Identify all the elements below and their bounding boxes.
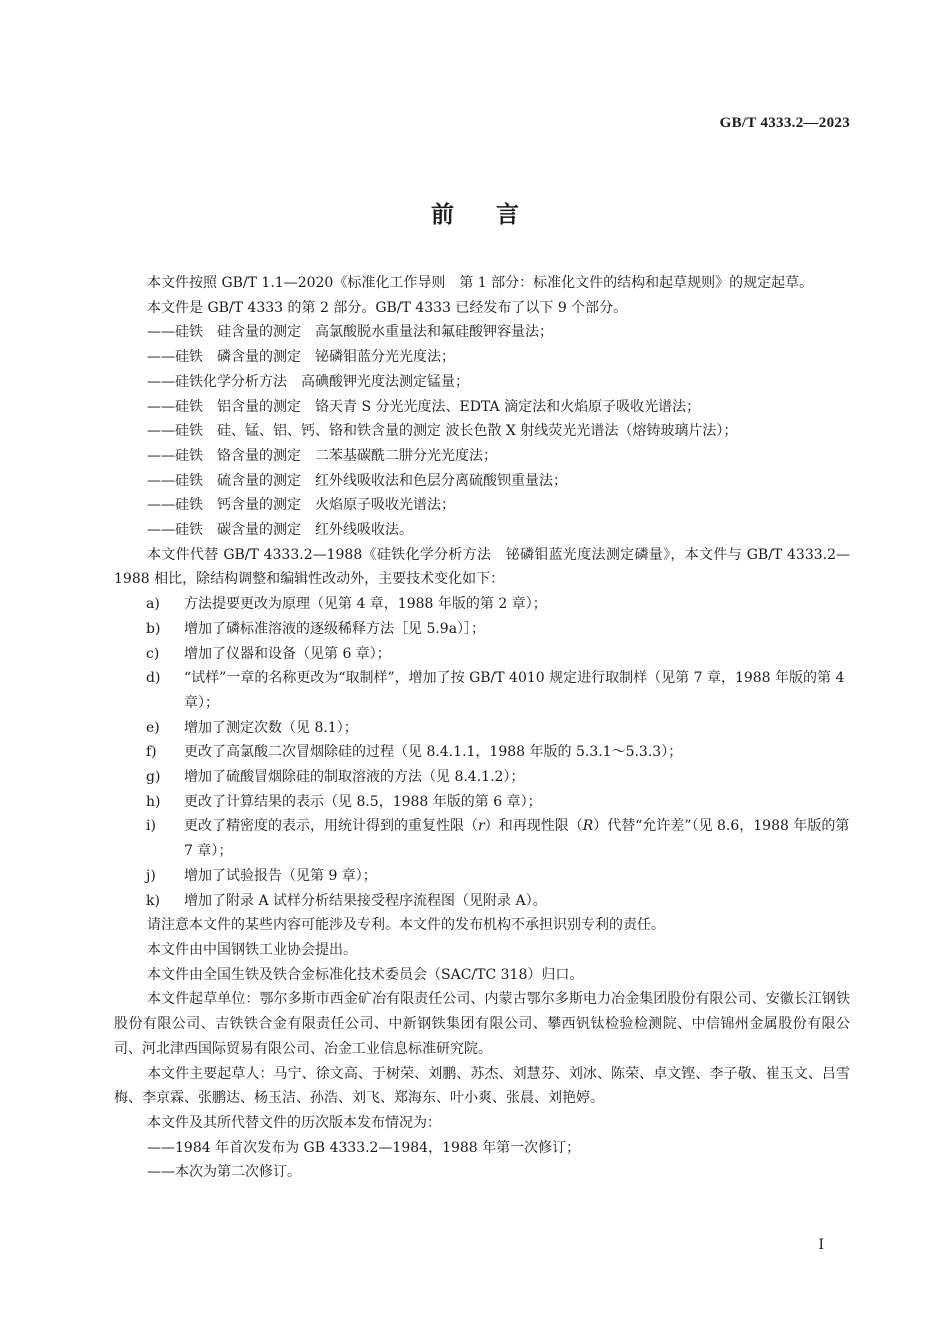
foreword-body	[114, 271, 850, 1185]
history-item: ——1984 年首次发布为 GB 4333.2—1984，1988 年第一次修订；	[147, 1139, 581, 1156]
paragraph-history-intro: 本文件及其所代替文件的历次版本发布情况为：	[147, 1114, 441, 1131]
change-text: 增加了磷标准溶液的逐级稀释方法［见 5.9a）］；	[184, 620, 486, 637]
change-item	[114, 617, 850, 642]
change-label: a)	[146, 596, 160, 613]
paragraph-patent-notice: 请注意本文件的某些内容可能涉及专利。本文件的发布机构不承担识别专利的责任。	[147, 917, 665, 934]
document-code: GB/T 4333.2—2023	[719, 115, 850, 131]
paragraph-proposer: 本文件由中国钢铁工业协会提出。	[147, 941, 357, 958]
part-list-item: ——硅铁化学分析方法 高碘酸钾光度法测定锰量；	[147, 373, 469, 390]
reproducibility-symbol: R	[582, 818, 594, 835]
change-text: 增加了硫酸冒烟除硅的制取溶液的方法（见 8.4.1.2）；	[184, 769, 525, 786]
change-label: e)	[146, 719, 160, 736]
paragraph-drafters: 本文件主要起草人：马宁、徐文高、于树荣、刘鹏、苏杰、刘慧芬、刘冰、陈荣、卓文铿、李子敬、崔玉文、吕雪梅、李京霖、张鹏达、杨玉洁、孙浩、刘飞、郑海东、叶小爽、张晨、刘艳婷。	[114, 1065, 850, 1107]
change-item	[114, 864, 850, 889]
change-text: 更改了高氯酸二次冒烟除硅的过程（见 8.4.1.1，1988 年版的 5.3.1～5.3.3）；	[184, 744, 683, 761]
change-text: 增加了附录 A 试样分析结果接受程序流程图（见附录 A）。	[184, 892, 547, 909]
change-text: ）代替“允许差”（见 8.6，1988 年版的第 7 章）；	[184, 818, 850, 860]
change-label: b)	[146, 620, 161, 637]
change-label: i)	[146, 818, 156, 835]
history-item: ——本次为第二次修订。	[147, 1164, 301, 1181]
repeatability-symbol: r	[478, 818, 485, 835]
change-item	[114, 592, 850, 617]
change-text: 增加了仪器和设备（见第 6 章）；	[184, 645, 391, 662]
change-item	[114, 765, 850, 790]
change-item	[114, 716, 850, 741]
part-list-item: ——硅铁 铬含量的测定 二苯基碳酰二肼分光光度法；	[147, 447, 497, 464]
change-item	[114, 740, 850, 765]
change-text: “试样”一章的名称更改为“取制样”，增加了按 GB/T 4010 规定进行取制样（见第 7 章，1988 年版的第 4 章）；	[184, 670, 845, 711]
change-text: 更改了计算结果的表示（见 8.5，1988 年版的第 6 章）；	[184, 793, 542, 810]
change-label: j)	[146, 867, 156, 884]
change-label: f)	[146, 744, 157, 761]
paragraph-replacement: 本文件代替 GB/T 4333.2—1988《硅铁化学分析方法 铋磷钼蓝光度法测定磷量》，本文件与 GB/T 4333.2—1988 相比，除结构调整和编辑性改动外，主要技术变化如下：	[114, 546, 850, 588]
paragraph-drafting-rules: 本文件按照 GB/T 1.1—2020《标准化工作导则 第 1 部分：标准化文件的结构和起草规则》的规定起草。	[147, 275, 814, 291]
change-label: k)	[146, 892, 160, 909]
change-text: 增加了测定次数（见 8.1）；	[184, 719, 358, 736]
paragraph-drafting-units: 本文件起草单位：鄂尔多斯市西金矿冶有限责任公司、内蒙古鄂尔多斯电力冶金集团股份有限公司、安徽长江钢铁股份有限公司、吉铁铁合金有限责任公司、中新钢铁集团有限公司、攀西钒钛检验检测院、中信锦州金属股份有限公司、河北津西国际贸易有限公司、冶金工业信息标准研究院。	[114, 991, 850, 1057]
paragraph-committee: 本文件由全国生铁及铁合金标准化技术委员会（SAC/TC 318）归口。	[147, 966, 584, 983]
change-item	[114, 642, 850, 667]
change-label: g)	[146, 769, 161, 786]
part-list-item: ——硅铁 硅、锰、铝、钙、铬和铁含量的测定 波长色散 X 射线荧光光谱法（熔铸玻璃片法）；	[147, 423, 738, 440]
part-list-item: ——硅铁 磷含量的测定 铋磷钼蓝分光光度法；	[147, 349, 455, 366]
paragraph-parts-intro: 本文件是 GB/T 4333 的第 2 部分。GB/T 4333 已经发布了以下 9 个部分。	[147, 299, 628, 316]
change-text: 方法提要更改为原理（见第 4 章，1988 年版的第 2 章）；	[184, 596, 547, 613]
change-label: h)	[146, 793, 161, 810]
change-item	[114, 790, 850, 815]
change-text: 增加了试验报告（见第 9 章）；	[184, 867, 377, 884]
part-list-item: ——硅铁 硅含量的测定 高氯酸脱水重量法和氟硅酸钾容量法；	[147, 324, 553, 341]
part-list-item: ——硅铁 铝含量的测定 铬天青 S 分光光度法、EDTA 滴定法和火焰原子吸收光谱法；	[147, 398, 701, 415]
part-list-item: ——硅铁 硫含量的测定 红外线吸收法和色层分离硫酸钡重量法；	[147, 472, 567, 489]
change-item	[114, 889, 850, 914]
page-number: I	[818, 1237, 824, 1253]
change-item	[114, 814, 850, 863]
change-label: d)	[146, 670, 161, 687]
part-list-item: ——硅铁 钙含量的测定 火焰原子吸收光谱法；	[147, 497, 455, 514]
change-label: c)	[146, 645, 160, 662]
change-text: 更改了精密度的表示，用统计得到的重复性限（	[184, 818, 478, 835]
page-title: 前言	[431, 202, 561, 228]
part-list-item: ——硅铁 碳含量的测定 红外线吸收法。	[147, 522, 413, 539]
change-item	[114, 666, 850, 715]
change-text: ）和再现性限（	[484, 818, 583, 835]
